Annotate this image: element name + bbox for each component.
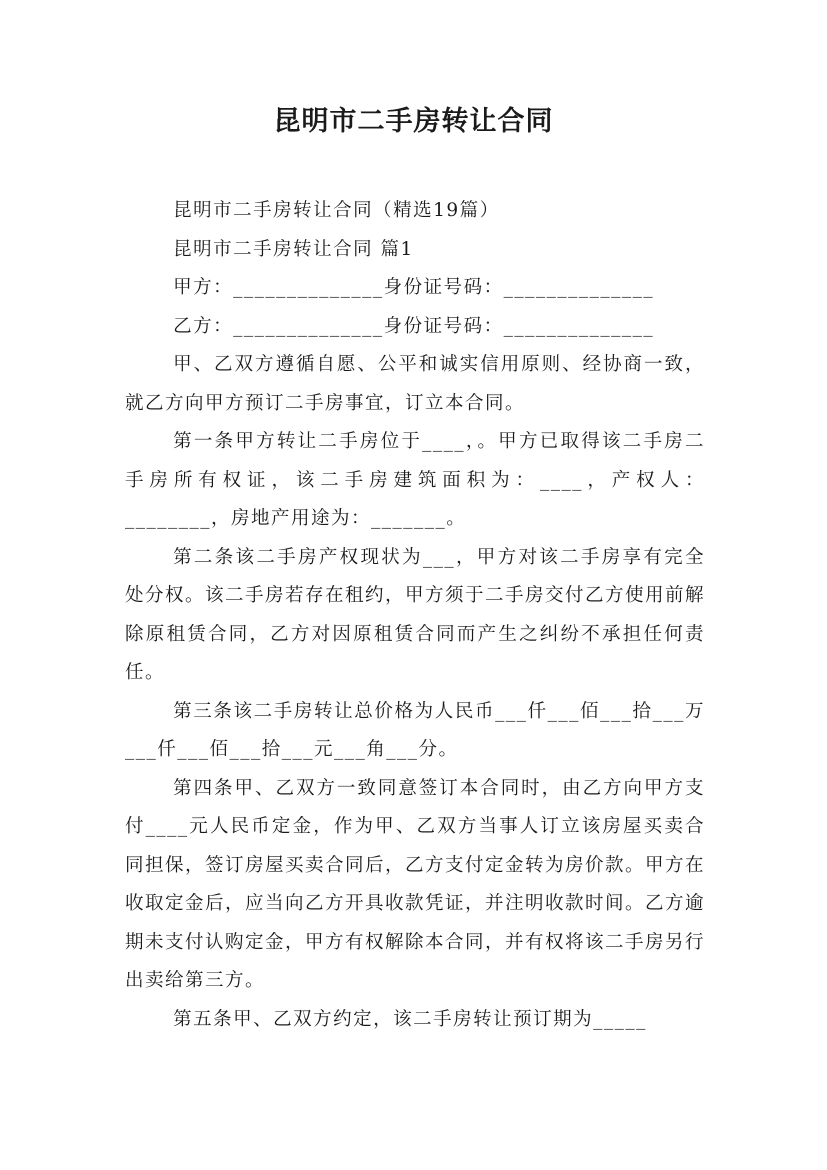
paragraph-article-4: 第四条甲、乙双方一致同意签订本合同时，由乙方向甲方支付____元人民币定金，作为甲、乙双方当事人订立该房屋买卖合同担保，签订房屋买卖合同后，乙方支付定金转为房价款。甲方在收取定金后，应当向乙方开具收款凭证，并注明收款时间。乙方逾期未支付认购定金，甲方有权解除本合同，并有权将该二手房另行出卖给第三方。	[125, 777, 706, 991]
document-body	[125, 192, 705, 1039]
paragraph-party-a: 甲方：______________身份证号码：______________	[173, 277, 655, 298]
paragraph-party-b: 乙方：______________身份证号码：______________	[173, 315, 655, 337]
paragraph-article-2: 第二条该二手房产权现状为___，甲方对该二手房享有完全处分权。该二手房若存在租约，甲方须于二手房交付乙方使用前解除原租赁合同，乙方对因原租赁合同而产生之纠纷不承担任何责任。	[125, 546, 706, 683]
paragraph-section-heading: 昆明市二手房转让合同 篇1	[173, 238, 414, 260]
paragraph-article-3: 第三条该二手房转让总价格为人民币___仟___佰___拾___万___仟___佰___拾___元___角___分。	[125, 700, 705, 760]
paragraph-preamble: 甲、乙双方遵循自愿、公平和诚实信用原则、经协商一致，就乙方向甲方预订二手房事宜，订立本合同。	[125, 354, 705, 414]
paragraph-article-5: 第五条甲、乙双方约定，该二手房转让预订期为_____	[173, 1008, 647, 1030]
paragraph-article-1: 第一条甲方转让二手房位于____，。甲方已取得该二手房二手房所有权证，该二手房建筑面积为：____，产权人：________，房地产用途为：_______。	[125, 431, 705, 529]
paragraph-collection-title: 昆明市二手房转让合同（精选19篇）	[173, 200, 500, 221]
document-title: 昆明市二手房转让合同	[273, 106, 554, 137]
